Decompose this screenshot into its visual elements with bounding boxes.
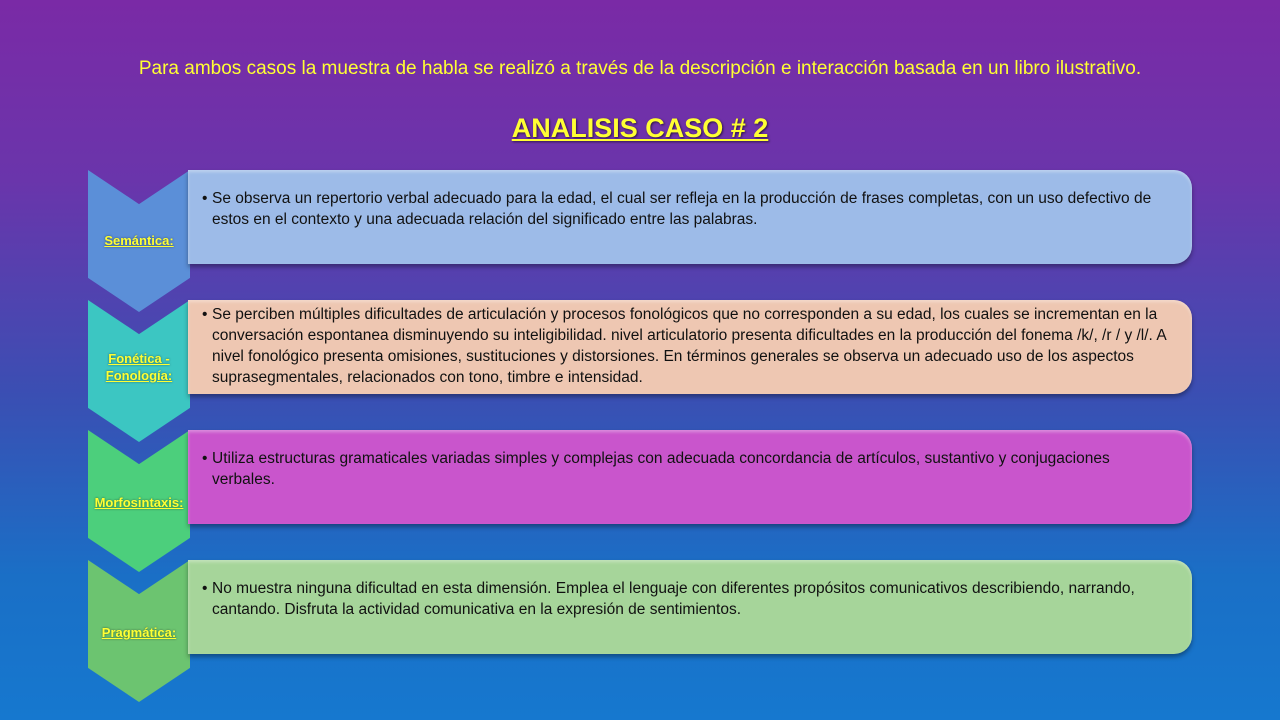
section-row — [0, 170, 1280, 320]
section-row — [0, 430, 1280, 580]
section-box — [188, 300, 1192, 394]
section-box — [188, 560, 1192, 654]
section-label[interactable]: Semántica: — [104, 233, 174, 248]
intro-text: Para ambos casos la muestra de habla se realizó a través de la descripción e interacción basada en un libro ilustrativo. — [138, 58, 1142, 79]
section-text: Se perciben múltiples dificultades de articulación y procesos fonológicos que no corresponden a su edad, los cuales se incrementan en la conversación espontanea disminuyendo su inteligibilidad. nivel articulatorio presenta dificultades en la producción del fonema /k/, /r / y /l/. A nivel fonológico presenta omisiones, sustituciones y distorsiones. En términos generales se observa un adecuado uso de los aspectos suprasegmentales, relacionados con tono, timbre e intensidad. — [212, 306, 1166, 386]
section-box — [188, 170, 1192, 264]
bullet-icon: • — [202, 306, 208, 323]
section-row — [0, 560, 1280, 710]
section-label[interactable]: Pragmática: — [101, 625, 177, 640]
bullet-icon: • — [202, 450, 208, 467]
page-title: ANALISIS CASO # 2 — [511, 113, 769, 143]
section-label[interactable]: Morfosintaxis: — [94, 495, 184, 510]
section-text: No muestra ninguna dificultad en esta dimensión. Emplea el lenguaje con diferentes propósitos comunicativos describiendo, narrando, cantando. Disfruta la actividad comunicativa en la expresión de sentimientos. — [212, 580, 1135, 618]
bullet-icon: • — [202, 190, 208, 207]
bullet-icon: • — [202, 580, 208, 597]
section-row — [0, 300, 1280, 450]
section-text: Se observa un repertorio verbal adecuado para la edad, el cual ser refleja en la producción de frases completas, con un uso defectivo de estos en el contexto y una adecuada relación del significado entre las palabras. — [212, 190, 1152, 228]
section-label[interactable]: Fonética - Fonología: — [105, 351, 173, 383]
section-text: Utiliza estructuras gramaticales variadas simples y complejas con adecuada concordancia de artículos, sustantivo y conjugaciones verbales. — [212, 450, 1110, 488]
section-box — [188, 430, 1192, 524]
